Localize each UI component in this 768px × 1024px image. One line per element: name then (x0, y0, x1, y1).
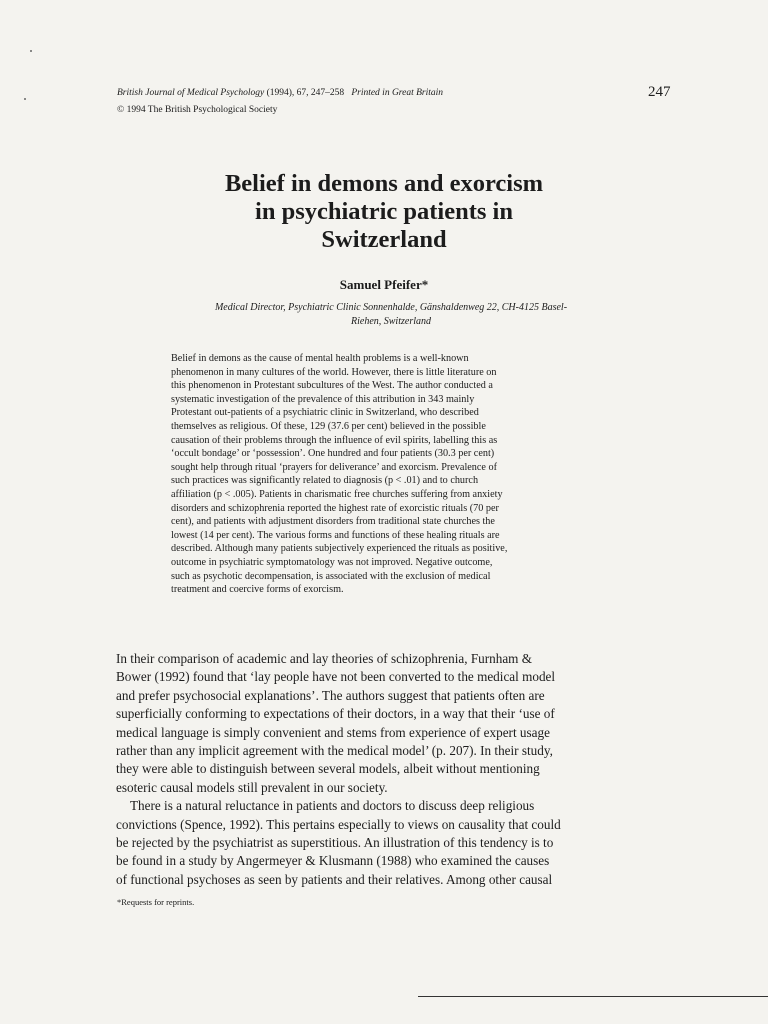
article-title (100, 170, 668, 254)
body-line: rather than any implicit agreement with the medical model’ (p. 207). In their study, (116, 743, 553, 759)
abstract-line: Protestant out-patients of a psychiatric clinic in Switzerland, who described (171, 407, 479, 419)
body-line: In their comparison of academic and lay theories of schizophrenia, Furnham & (116, 651, 532, 666)
title-line: Belief in demons and exorcism (224, 170, 544, 197)
footnote: *Requests for reprints. (117, 897, 195, 907)
page-number: 247 (648, 84, 671, 100)
abstract-line: affiliation (p < .005). Patients in charismatic free churches suffering from anxiety (171, 488, 503, 500)
copyright-notice: © 1994 The British Psychological Society (117, 105, 278, 115)
abstract-line: causation of their problems through the influence of evil spirits, labelling this as (171, 434, 498, 446)
abstract-line: treatment and coercive forms of exorcism. (171, 584, 344, 596)
body-line: medical language is simply convenient and stems from experience of expert usage (116, 724, 550, 740)
abstract-line: such as psychotic decompensation, is associated with the exclusion of medical (171, 570, 491, 582)
affiliation-line: Medical Director, Psychiatric Clinic Sonnenhalde, Gänshaldenweg 22, CH-4125 Basel- (214, 302, 568, 313)
abstract-line: sought help through ritual ‘prayers for deliverance’ and exorcism. Prevalence of (171, 461, 497, 473)
affiliation-line: Riehen, Switzerland (351, 316, 431, 327)
author-affiliation (160, 301, 622, 329)
abstract (171, 352, 623, 597)
scan-speck (24, 98, 26, 100)
author-name: Samuel Pfeifer* (339, 277, 429, 292)
abstract-line: systematic investigation of the prevalence of this attribution in 343 mainly (171, 393, 475, 405)
body-line: convictions (Spence, 1992). This pertains especially to views on causality that could (116, 816, 561, 832)
citation-details: (1994), 67, 247–258 (266, 88, 345, 98)
body-line: superficially conforming to expectations of their doctors, in a way that their ‘use of (116, 706, 555, 722)
abstract-line: phenomenon in many cultures of the world. However, there is little literature on (171, 366, 497, 378)
body-line: There is a natural reluctance in patients and doctors to discuss deep religious (130, 798, 535, 814)
abstract-line: outcome in psychiatric symptomatology was not improved. Negative outcome, (171, 556, 493, 568)
abstract-line: cent), and patients with adjustment disorders from traditional state churches the (171, 516, 495, 528)
abstract-line: ‘occult bondage’ or ‘possession’. One hundred and four patients (30.3 per cent) (171, 448, 495, 460)
printed-in: Printed in Great Britain (351, 88, 444, 98)
journal-citation (117, 88, 443, 98)
abstract-line: this phenomenon in Protestant subcultures of the West. The author conducted a (171, 380, 493, 392)
title-line: in psychiatric patients in (255, 198, 513, 225)
body-text (116, 650, 652, 889)
title-line: Switzerland (321, 226, 447, 253)
scan-speck (30, 50, 32, 52)
abstract-line: themselves as religious. Of these, 129 (37.6 per cent) believed in the possible (171, 420, 486, 432)
body-line: of functional psychoses as seen by patients and their relatives. Among other causal (116, 871, 553, 887)
body-line: and prefer psychosocial explanations’. The authors suggest that patients often are (116, 687, 545, 703)
abstract-line: described. Although many patients subjectively experienced the rituals as positive, (171, 543, 508, 555)
abstract-line: Belief in demons as the cause of mental health problems is a well-known (171, 353, 469, 364)
journal-name: British Journal of Medical Psychology (117, 88, 265, 98)
body-line: be found in a study by Angermeyer & Klusmann (1988) who examined the causes (116, 853, 550, 869)
abstract-line: disorders and schizophrenia reported the highest rate of exorcistic rituals (70 per (171, 502, 499, 514)
body-line: be rejected by the psychiatrist as superstitious. An illustration of this tendency is to (116, 835, 554, 851)
abstract-line: lowest (14 per cent). The various forms and functions of these healing rituals are (171, 529, 500, 541)
abstract-line: such practices was significantly related to diagnosis (p < .01) and to church (171, 475, 479, 487)
body-line: esoteric causal models still prevalent in our society. (116, 779, 388, 795)
body-line: Bower (1992) found that ‘lay people have not been converted to the medical model (116, 669, 556, 685)
body-line: they were able to distinguish between several models, albeit without mentioning (116, 761, 540, 777)
bottom-rule (418, 996, 768, 997)
